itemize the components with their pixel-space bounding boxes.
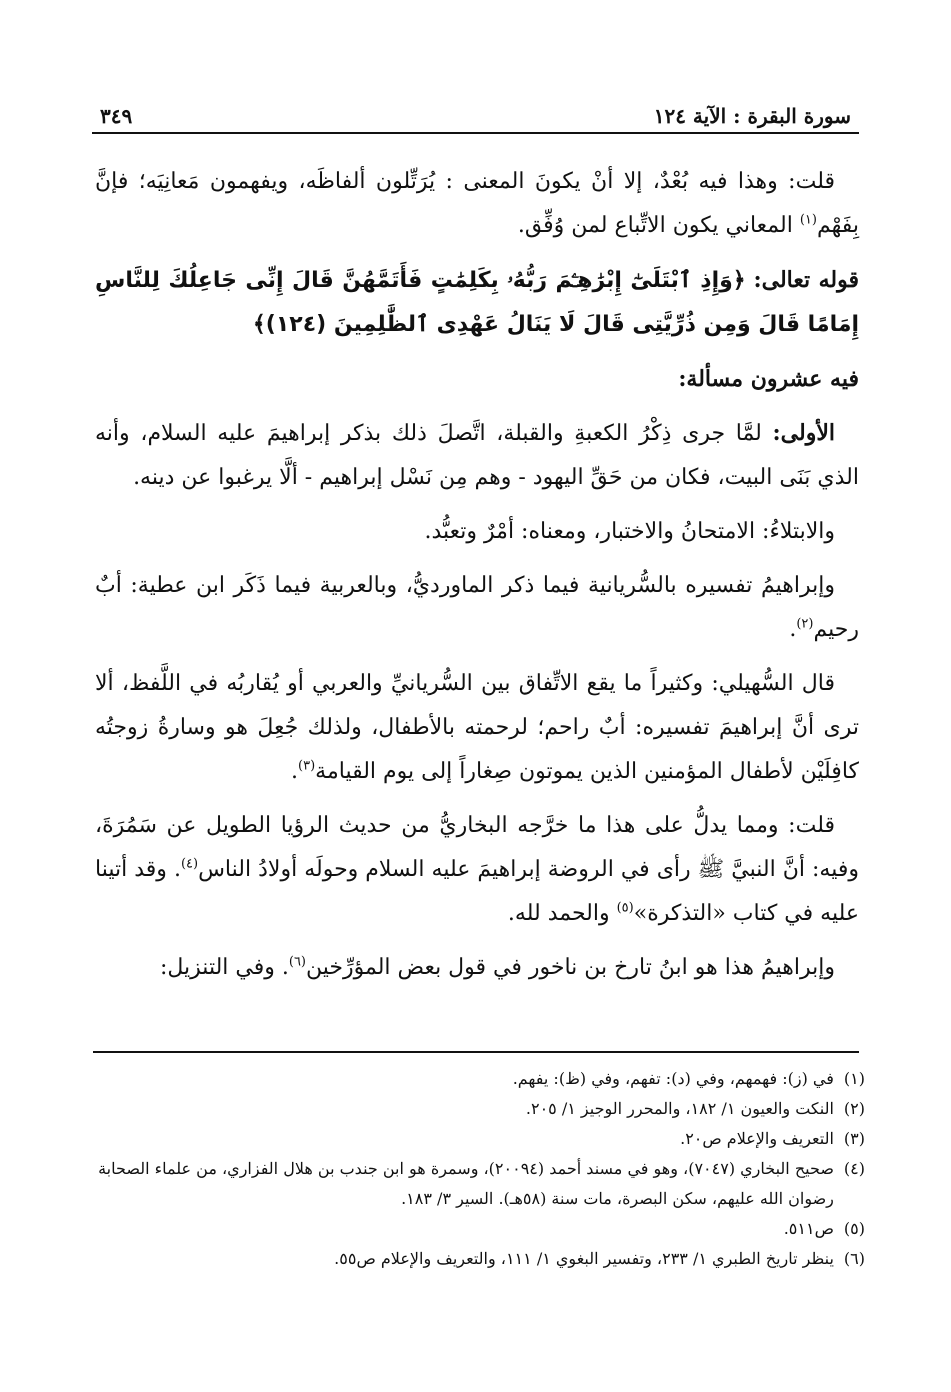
footnote-divider <box>93 1051 859 1053</box>
page-number: ٣٤٩ <box>100 104 133 128</box>
running-header <box>100 88 851 128</box>
footnote-item: (٢) النكت والعيون ١/ ١٨٢، والمحرر الوجيز ١/ ٢٠٥. <box>525 1099 865 1118</box>
main-text <box>95 160 859 1000</box>
footnote-item: (١) في (ز): فهمهم، وفي (د): تفهم، وفي (ظ): يفهم. <box>512 1069 865 1088</box>
footnote-ref: (٥) <box>616 900 634 916</box>
paragraph-bukhari: قلت: ومما يدلُّ على هذا ما خرَّجه البخاريُّ من حديث الرؤيا الطويل عن سَمُرَةَ، وفيه: أنَّ النبيَّ ﷺ رأى في الروضة إبراهيمَ عليه السلام وحولَه أولادُ الناس$^{(٤)}$. وقد أتينا عليه في كتاب «التذكرة»$^{(٥)}$ والحمد لله. <box>95 813 859 926</box>
footnote-item: (٤) صحيح البخاري (٧٠٤٧)، وهو في مسند أحمد (٢٠٠٩٤)، وسمرة هو ابن جندب بن هلال الفزاري، من علماء الصحابة رضوان الله عليهم، سكن البصرة، مات سنة (٥٨هـ). السير ٣/ ١٨٣. <box>98 1159 865 1208</box>
verse-label: قوله تعالى: <box>753 267 859 293</box>
paragraph-first-issue: الأولى: لمَّا جرى ذِكْرُ الكعبةِ والقبلة، اتَّصلَ ذلك بذكر إبراهيمَ عليه السلام، وأنه الذي بَنَى البيت، فكان من حَقِّ اليهود - وهم مِن نَسْل إبراهيم - ألَّا يرغبوا عن دينه. <box>95 420 859 490</box>
footnote-item: (٥) ص٥١١. <box>783 1219 865 1238</box>
footnote-ref: (٤) <box>180 856 199 872</box>
footnotes <box>90 1064 865 1274</box>
footnote-ref: (٢) <box>796 616 814 632</box>
surah-title: سورة البقرة : الآية ١٢٤ <box>653 104 851 128</box>
paragraph-ibrahim-meaning: وإبراهيمُ تفسيره بالسُّريانية فيما ذكر الماورديُّ، وبالعربية فيما ذَكَر ابن عطية: أبٌ رحيم$^{(٢)}$. <box>95 573 859 642</box>
section-heading: فيه عشرون مسألة: <box>678 366 859 392</box>
footnote-ref: (١) <box>799 212 817 228</box>
quran-verse: ﴿وَإِذِ ٱبْتَلَىٰٓ إِبْرَٰهِـۧمَ رَبُّهُۥ بِكَلِمَٰتٍ فَأَتَمَّهُنَّ قَالَ إِنِّى جَاعِلُكَ لِلنَّاسِ إِمَامًا قَالَ وَمِن ذُرِّيَّتِى قَالَ لَا يَنَالُ عَهْدِى ٱلظَّٰلِمِينَ (١٢٤)﴾ <box>95 268 859 337</box>
footnote-item: (٦) ينظر تاريخ الطبري ١/ ٢٣٣، وتفسير البغوي ١/ ١١١، والتعريف والإعلام ص٥٥. <box>334 1249 865 1268</box>
paragraph-suhayli: قال السُّهيلي: وكثيراً ما يقع الاتِّفاق بين السُّريانيِّ والعربي أو يُقاربُه في اللَّفظ، ألا ترى أنَّ إبراهيمَ تفسيره: أبٌ راحم؛ لرحمته بالأطفال، ولذلك جُعِلَ هو وسارةُ زوجتُه كافِلَيْن لأطفال المؤمنين الذين يموتون صِغاراً إلى يوم القيامة$^{(٣)}$. <box>95 671 859 784</box>
paragraph-ibtila: والابتلاءُ: الامتحانُ والاختبار، ومعناه: أمْرٌ وتعبُّد. <box>424 519 835 544</box>
paragraph-lineage: وإبراهيمُ هذا هو ابنُ تارخ بن ناخور في قول بعض المؤرِّخين$^{(٦)}$. وفي التنزيل: <box>159 954 835 980</box>
paragraph-1: قلت: وهذا فيه بُعْدٌ، إلا أنْ يكونَ المعنى : يُرَتِّلون ألفاظَه، ويفهمون مَعانِيَه؛ فإنَّ بِفَهْم$^{(١)}$ المعاني يكون الاتِّباع لمن وُفِّق. <box>95 169 859 238</box>
verse-paragraph <box>95 258 859 347</box>
footnote-ref: (٣) <box>298 758 316 774</box>
footnote-ref: (٦) <box>288 954 306 970</box>
header-divider <box>92 132 859 134</box>
footnote-item: (٣) التعريف والإعلام ص٢٠. <box>680 1129 865 1148</box>
